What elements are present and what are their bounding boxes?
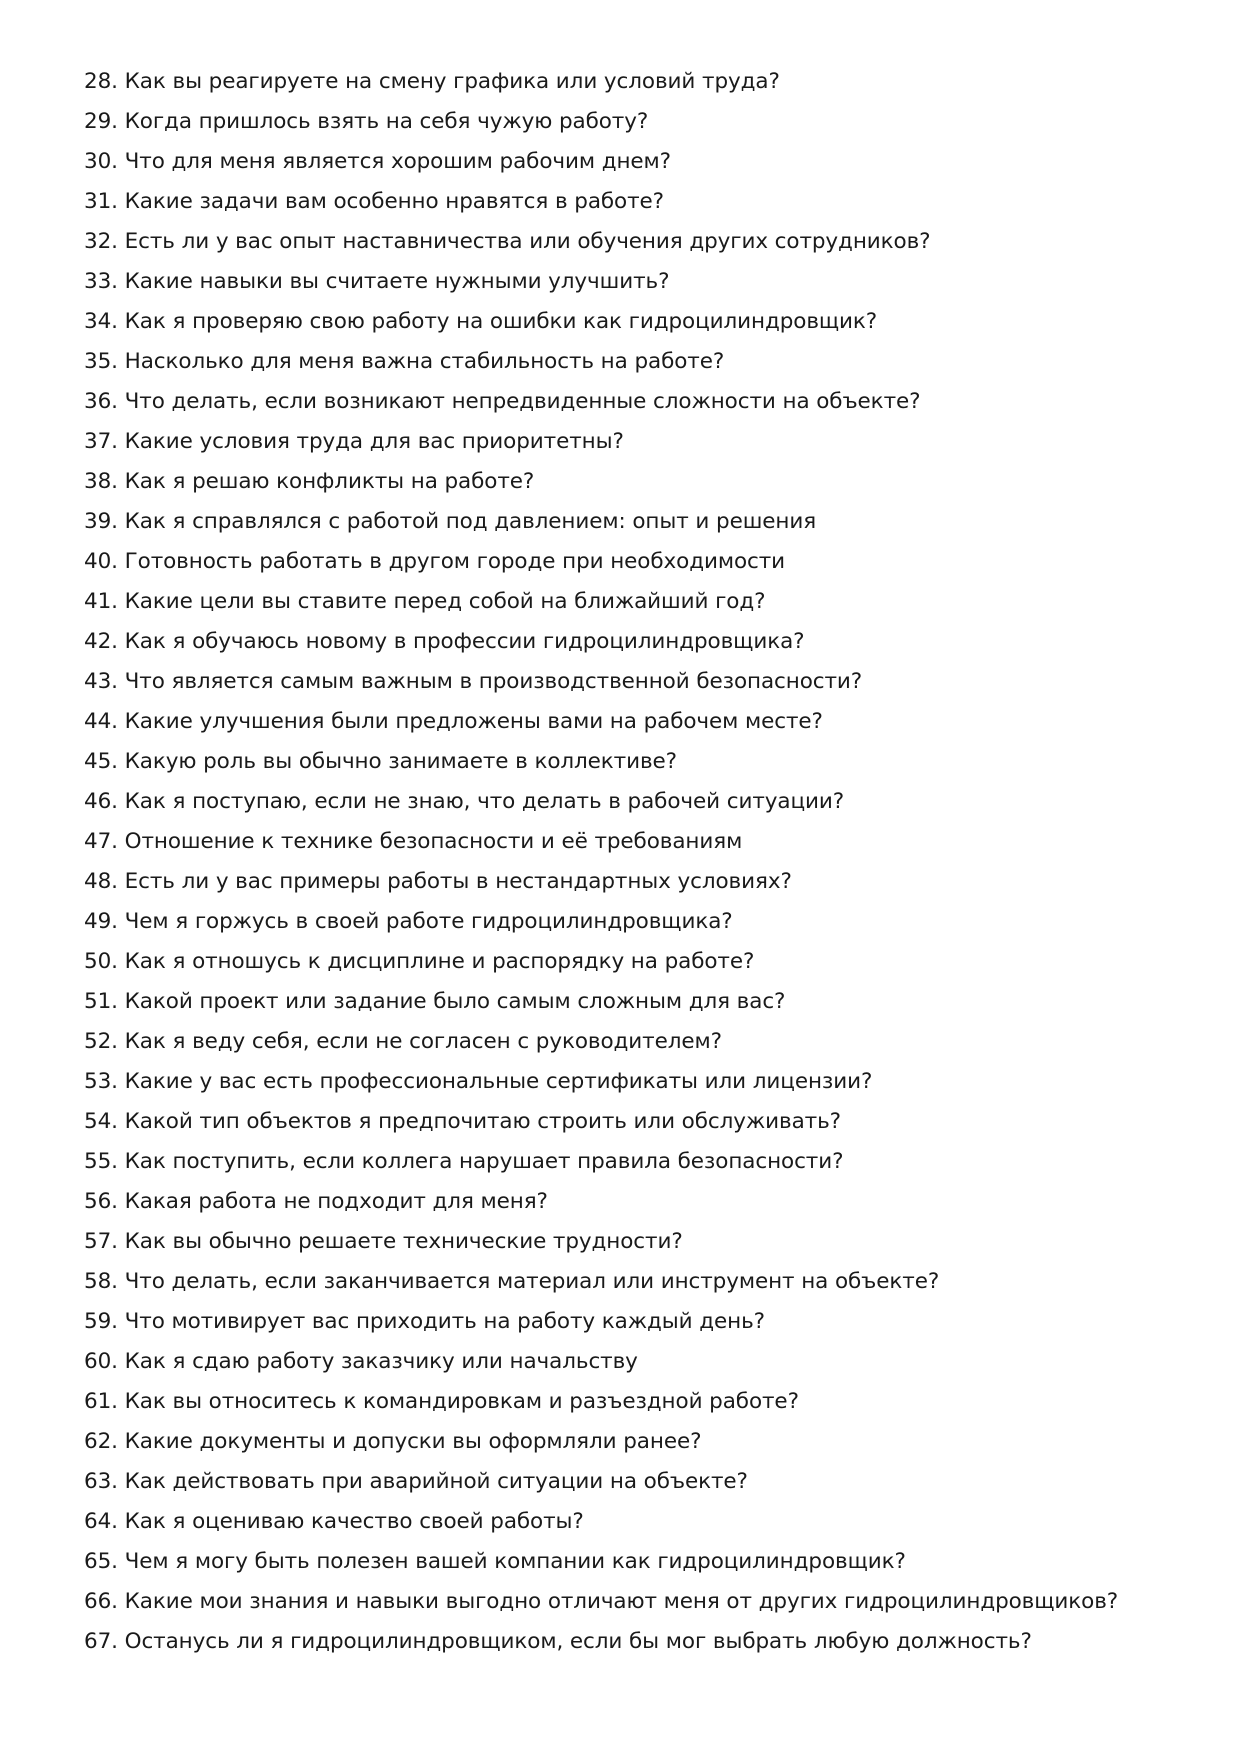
question-number: 53. — [84, 1069, 118, 1094]
question-number: 31. — [84, 189, 118, 214]
question-text: Есть ли у вас примеры работы в нестандартных условиях? — [124, 869, 792, 894]
question-number: 30. — [84, 149, 118, 174]
question-number: 37. — [84, 429, 118, 454]
list-item — [84, 382, 1204, 422]
question-text: Как я решаю конфликты на работе? — [124, 469, 535, 494]
list-item — [84, 1342, 1204, 1382]
list-item — [84, 822, 1204, 862]
question-number: 32. — [84, 229, 118, 254]
question-text: Какой тип объектов я предпочитаю строить или обслуживать? — [124, 1109, 841, 1134]
list-item — [84, 1542, 1204, 1582]
question-text: Какие условия труда для вас приоритетны? — [124, 429, 624, 454]
list-item — [84, 1422, 1204, 1462]
list-item — [84, 862, 1204, 902]
question-number: 57. — [84, 1229, 118, 1254]
question-text: Что для меня является хорошим рабочим днем? — [124, 149, 671, 174]
question-text: Какие улучшения были предложены вами на рабочем месте? — [124, 709, 823, 734]
question-number: 58. — [84, 1269, 118, 1294]
question-number: 50. — [84, 949, 118, 974]
list-item — [84, 1382, 1204, 1422]
list-item — [84, 782, 1204, 822]
question-text: Как поступить, если коллега нарушает правила безопасности? — [124, 1149, 844, 1174]
question-text: Какие документы и допуски вы оформляли ранее? — [124, 1429, 702, 1454]
question-number: 55. — [84, 1149, 118, 1174]
question-text: Что мотивирует вас приходить на работу каждый день? — [124, 1309, 765, 1334]
question-text: Какой проект или задание было самым сложным для вас? — [124, 989, 786, 1014]
list-item — [84, 702, 1204, 742]
question-number: 61. — [84, 1389, 118, 1414]
question-number: 38. — [84, 469, 118, 494]
question-text: Какую роль вы обычно занимаете в коллективе? — [124, 749, 677, 774]
question-text: Как я справлялся с работой под давлением: опыт и решения — [124, 509, 817, 534]
list-item — [84, 462, 1204, 502]
question-number: 48. — [84, 869, 118, 894]
question-number: 43. — [84, 669, 118, 694]
list-item — [84, 262, 1204, 302]
question-number: 35. — [84, 349, 118, 374]
question-text: Как я сдаю работу заказчику или начальству — [124, 1349, 638, 1374]
question-number: 49. — [84, 909, 118, 934]
question-text: Как я отношусь к дисциплине и распорядку на работе? — [124, 949, 755, 974]
question-text: Как вы относитесь к командировкам и разъездной работе? — [124, 1389, 799, 1414]
question-text: Останусь ли я гидроцилиндровщиком, если бы мог выбрать любую должность? — [124, 1629, 1032, 1654]
list-item — [84, 182, 1204, 222]
question-number: 65. — [84, 1549, 118, 1574]
question-text: Что делать, если заканчивается материал или инструмент на объекте? — [124, 1269, 940, 1294]
question-text: Отношение к технике безопасности и её требованиям — [124, 829, 743, 854]
list-item — [84, 902, 1204, 942]
list-item — [84, 1222, 1204, 1262]
question-number: 52. — [84, 1029, 118, 1054]
question-text: Что делать, если возникают непредвиденные сложности на объекте? — [124, 389, 921, 414]
list-item — [84, 1022, 1204, 1062]
list-item — [84, 542, 1204, 582]
question-number: 40. — [84, 549, 118, 574]
question-number: 41. — [84, 589, 118, 614]
list-item — [84, 62, 1204, 102]
list-item — [84, 1182, 1204, 1222]
question-number: 42. — [84, 629, 118, 654]
list-item — [84, 1062, 1204, 1102]
question-text: Как вы реагируете на смену графика или условий труда? — [124, 69, 780, 94]
question-number: 64. — [84, 1509, 118, 1534]
question-text: Какие задачи вам особенно нравятся в работе? — [124, 189, 664, 214]
question-text: Насколько для меня важна стабильность на работе? — [124, 349, 725, 374]
list-item — [84, 222, 1204, 262]
question-text: Как я веду себя, если не согласен с руководителем? — [124, 1029, 722, 1054]
list-item — [84, 942, 1204, 982]
question-number: 46. — [84, 789, 118, 814]
question-number: 54. — [84, 1109, 118, 1134]
question-text: Как я оцениваю качество своей работы? — [124, 1509, 584, 1534]
question-number: 56. — [84, 1189, 118, 1214]
question-number: 63. — [84, 1469, 118, 1494]
question-number: 34. — [84, 309, 118, 334]
list-item — [84, 1142, 1204, 1182]
question-text: Какие навыки вы считаете нужными улучшить? — [124, 269, 670, 294]
list-item — [84, 422, 1204, 462]
question-text: Чем я горжусь в своей работе гидроцилиндровщика? — [124, 909, 733, 934]
list-item — [84, 1462, 1204, 1502]
question-text: Чем я могу быть полезен вашей компании как гидроцилиндровщик? — [124, 1549, 906, 1574]
list-item — [84, 1302, 1204, 1342]
question-number: 59. — [84, 1309, 118, 1334]
question-text: Какие цели вы ставите перед собой на ближайший год? — [124, 589, 766, 614]
question-text: Какая работа не подходит для меня? — [124, 1189, 548, 1214]
question-text: Какие у вас есть профессиональные сертификаты или лицензии? — [124, 1069, 873, 1094]
question-number: 66. — [84, 1589, 118, 1614]
question-text: Как вы обычно решаете технические трудности? — [124, 1229, 683, 1254]
question-number: 51. — [84, 989, 118, 1014]
list-item — [84, 142, 1204, 182]
question-number: 60. — [84, 1349, 118, 1374]
list-item — [84, 1582, 1204, 1622]
list-item — [84, 102, 1204, 142]
list-item — [84, 622, 1204, 662]
question-text: Как действовать при аварийной ситуации на объекте? — [124, 1469, 748, 1494]
question-text: Когда пришлось взять на себя чужую работу? — [124, 109, 649, 134]
question-text: Как я поступаю, если не знаю, что делать в рабочей ситуации? — [124, 789, 845, 814]
question-number: 47. — [84, 829, 118, 854]
question-text: Как я проверяю свою работу на ошибки как гидроцилиндровщик? — [124, 309, 878, 334]
question-number: 62. — [84, 1429, 118, 1454]
question-text: Есть ли у вас опыт наставничества или обучения других сотрудников? — [124, 229, 931, 254]
question-text: Что является самым важным в производственной безопасности? — [124, 669, 863, 694]
list-item — [84, 302, 1204, 342]
question-number: 36. — [84, 389, 118, 414]
question-number: 67. — [84, 1629, 118, 1654]
question-number: 28. — [84, 69, 118, 94]
list-item — [84, 582, 1204, 622]
question-number: 44. — [84, 709, 118, 734]
question-number: 29. — [84, 109, 118, 134]
list-item — [84, 1262, 1204, 1302]
question-text: Как я обучаюсь новому в профессии гидроцилиндровщика? — [124, 629, 805, 654]
question-text: Готовность работать в другом городе при необходимости — [124, 549, 786, 574]
list-item — [84, 982, 1204, 1022]
list-item — [84, 502, 1204, 542]
question-number: 45. — [84, 749, 118, 774]
list-item — [84, 1622, 1204, 1662]
list-item — [84, 1102, 1204, 1142]
question-number: 39. — [84, 509, 118, 534]
list-item — [84, 742, 1204, 782]
list-item — [84, 1502, 1204, 1542]
list-item — [84, 662, 1204, 702]
question-number: 33. — [84, 269, 118, 294]
list-item — [84, 342, 1204, 382]
question-text: Какие мои знания и навыки выгодно отличают меня от других гидроцилиндровщиков? — [124, 1589, 1119, 1614]
question-list — [84, 62, 1204, 1662]
